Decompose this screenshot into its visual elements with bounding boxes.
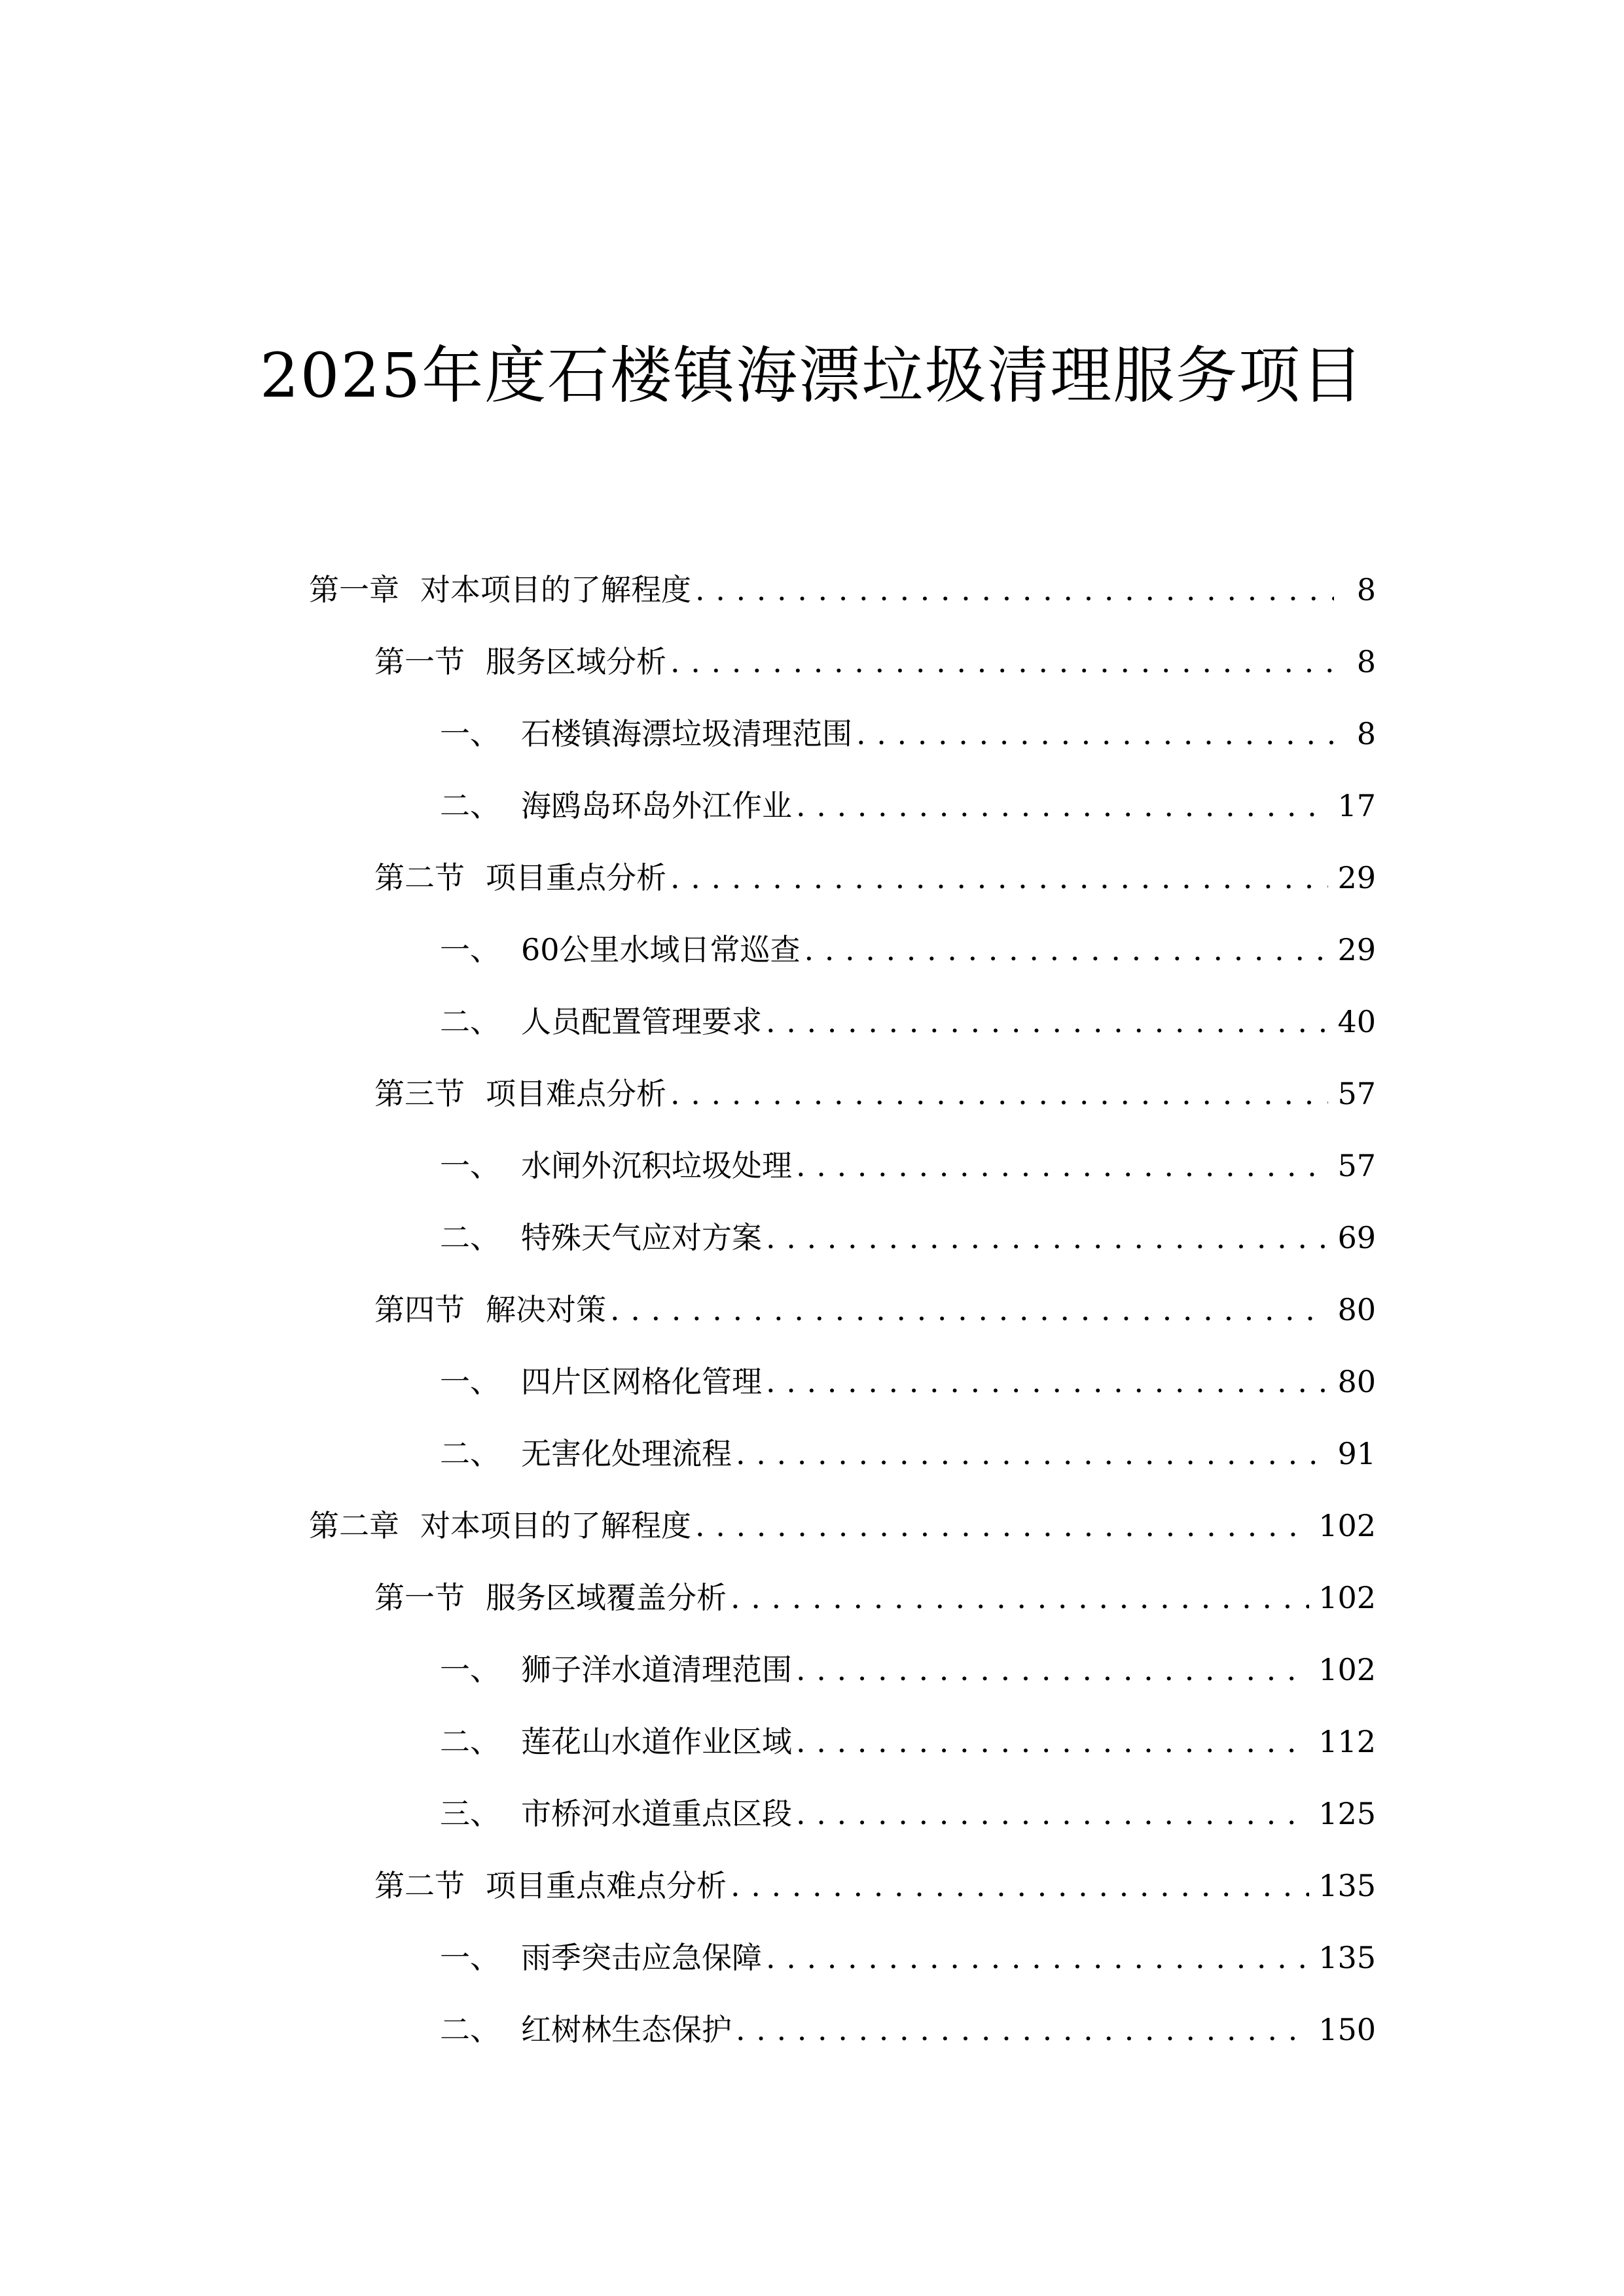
toc-item-entry[interactable] xyxy=(309,1706,1376,1778)
toc-entry-number: 一、 xyxy=(440,932,500,967)
toc-entry-title: 服务区域分析 xyxy=(486,644,666,679)
toc-dot-leader xyxy=(736,2010,1309,2049)
toc-page-number: 102 xyxy=(1318,1580,1376,1615)
toc-entry-title: 海鸥岛环岛外江作业 xyxy=(521,788,792,823)
toc-entry-number: 第二节 xyxy=(374,860,465,895)
toc-dot-leader xyxy=(796,1794,1309,1833)
toc-item-entry[interactable] xyxy=(309,914,1376,986)
toc-entry-title: 项目难点分析 xyxy=(486,1076,666,1111)
toc-page-number: 8 xyxy=(1356,644,1376,679)
toc-page-number: 69 xyxy=(1337,1220,1376,1255)
toc-page-number: 8 xyxy=(1356,716,1376,751)
toc-entry-title: 红树林生态保护 xyxy=(521,2012,732,2047)
toc-entry-number: 第二章 xyxy=(309,1508,399,1543)
toc-item-entry[interactable] xyxy=(309,1130,1376,1202)
toc-entry-number: 二、 xyxy=(440,1724,500,1759)
toc-entry-number: 二、 xyxy=(440,2012,500,2047)
toc-entry-number: 二、 xyxy=(440,1436,500,1471)
toc-entry-number: 二、 xyxy=(440,1004,500,1039)
toc-entry-title: 服务区域覆盖分析 xyxy=(486,1580,727,1615)
toc-entry-number: 一、 xyxy=(440,1652,500,1687)
toc-page-number: 8 xyxy=(1356,572,1376,607)
toc-entry-number: 一、 xyxy=(440,1148,500,1183)
toc-entry-title: 特殊天气应对方案 xyxy=(521,1220,762,1255)
toc-dot-leader xyxy=(670,642,1334,681)
toc-item-entry[interactable] xyxy=(309,1202,1376,1274)
toc-page-number: 112 xyxy=(1318,1724,1376,1759)
toc-dot-leader xyxy=(736,1434,1328,1473)
toc-dot-leader xyxy=(856,714,1334,753)
toc-dot-leader xyxy=(670,1074,1328,1113)
toc-entry-number: 二、 xyxy=(440,1220,500,1255)
toc-entry-number: 三、 xyxy=(440,1796,500,1831)
toc-entry-title: 对本项目的了解程度 xyxy=(420,1508,691,1543)
toc-section-entry[interactable] xyxy=(309,1058,1376,1130)
toc-page-number: 80 xyxy=(1337,1364,1376,1399)
toc-entry-title: 对本项目的了解程度 xyxy=(420,572,691,607)
toc-entry-title: 项目重点难点分析 xyxy=(486,1868,727,1903)
toc-dot-leader xyxy=(695,1506,1309,1545)
toc-entry-title: 无害化处理流程 xyxy=(521,1436,732,1471)
table-of-contents xyxy=(309,554,1376,2066)
toc-entry-number: 一、 xyxy=(440,1364,500,1399)
toc-dot-leader xyxy=(670,858,1328,897)
toc-page-number: 57 xyxy=(1337,1148,1376,1183)
toc-section-entry[interactable] xyxy=(309,1562,1376,1634)
toc-dot-leader xyxy=(695,570,1334,609)
toc-entry-title: 四片区网格化管理 xyxy=(521,1364,762,1399)
toc-dot-leader xyxy=(804,930,1329,969)
toc-item-entry[interactable] xyxy=(309,1778,1376,1850)
toc-entry-number: 一、 xyxy=(440,716,500,751)
toc-entry-title: 水闸外沉积垃圾处理 xyxy=(521,1148,792,1183)
toc-section-entry[interactable] xyxy=(309,626,1376,698)
toc-dot-leader xyxy=(766,1938,1309,1977)
toc-page-number: 150 xyxy=(1318,2012,1376,2047)
toc-entry-number: 第一节 xyxy=(374,1580,465,1615)
toc-dot-leader xyxy=(796,1722,1309,1761)
toc-entry-title: 人员配置管理要求 xyxy=(521,1004,762,1039)
toc-item-entry[interactable] xyxy=(309,1418,1376,1490)
toc-entry-number: 一、 xyxy=(440,1940,500,1975)
toc-entry-number: 第四节 xyxy=(374,1292,465,1327)
toc-dot-leader xyxy=(731,1578,1309,1617)
toc-page-number: 57 xyxy=(1337,1076,1376,1111)
toc-section-entry[interactable] xyxy=(309,1274,1376,1346)
toc-item-entry[interactable] xyxy=(309,1922,1376,1994)
toc-dot-leader xyxy=(796,1146,1328,1185)
toc-item-entry[interactable] xyxy=(309,698,1376,770)
toc-page-number: 91 xyxy=(1337,1436,1376,1471)
toc-page-number: 125 xyxy=(1318,1796,1376,1831)
toc-page-number: 135 xyxy=(1318,1868,1376,1903)
toc-section-entry[interactable] xyxy=(309,842,1376,914)
toc-entry-title: 解决对策 xyxy=(486,1292,606,1327)
toc-dot-leader xyxy=(766,1362,1328,1401)
toc-page-number: 80 xyxy=(1337,1292,1376,1327)
toc-page-number: 135 xyxy=(1318,1940,1376,1975)
toc-chapter-entry[interactable] xyxy=(309,1490,1376,1562)
toc-entry-title: 市桥河水道重点区段 xyxy=(521,1796,792,1831)
toc-dot-leader xyxy=(766,1002,1328,1041)
toc-section-entry[interactable] xyxy=(309,1850,1376,1922)
toc-chapter-entry[interactable] xyxy=(309,554,1376,626)
toc-entry-number: 第一章 xyxy=(309,572,399,607)
toc-page-number: 40 xyxy=(1337,1004,1376,1039)
toc-entry-number: 第二节 xyxy=(374,1868,465,1903)
toc-entry-title: 雨季突击应急保障 xyxy=(521,1940,762,1975)
toc-entry-number: 第一节 xyxy=(374,644,465,679)
toc-page-number: 102 xyxy=(1318,1652,1376,1687)
toc-entry-title: 项目重点分析 xyxy=(486,860,666,895)
toc-entry-title: 莲花山水道作业区域 xyxy=(521,1724,792,1759)
toc-page-number: 102 xyxy=(1318,1508,1376,1543)
toc-page-number: 29 xyxy=(1337,932,1376,967)
toc-item-entry[interactable] xyxy=(309,1346,1376,1418)
toc-item-entry[interactable] xyxy=(309,1994,1376,2066)
toc-item-entry[interactable] xyxy=(309,986,1376,1058)
toc-dot-leader xyxy=(796,786,1328,825)
document-title: 2025年度石楼镇海漂垃圾清理服务项目 xyxy=(259,340,1365,412)
toc-item-entry[interactable] xyxy=(309,1634,1376,1706)
toc-dot-leader xyxy=(731,1866,1309,1905)
toc-entry-title: 狮子洋水道清理范围 xyxy=(521,1652,792,1687)
toc-entry-title: 60公里水域日常巡查 xyxy=(521,932,801,967)
toc-entry-number: 二、 xyxy=(440,788,500,823)
toc-entry-number: 第三节 xyxy=(374,1076,465,1111)
toc-dot-leader xyxy=(766,1218,1328,1257)
toc-dot-leader xyxy=(610,1290,1328,1329)
toc-page-number: 17 xyxy=(1337,788,1376,823)
toc-dot-leader xyxy=(796,1650,1309,1689)
toc-page-number: 29 xyxy=(1337,860,1376,895)
toc-entry-title: 石楼镇海漂垃圾清理范围 xyxy=(521,716,852,751)
toc-item-entry[interactable] xyxy=(309,770,1376,842)
